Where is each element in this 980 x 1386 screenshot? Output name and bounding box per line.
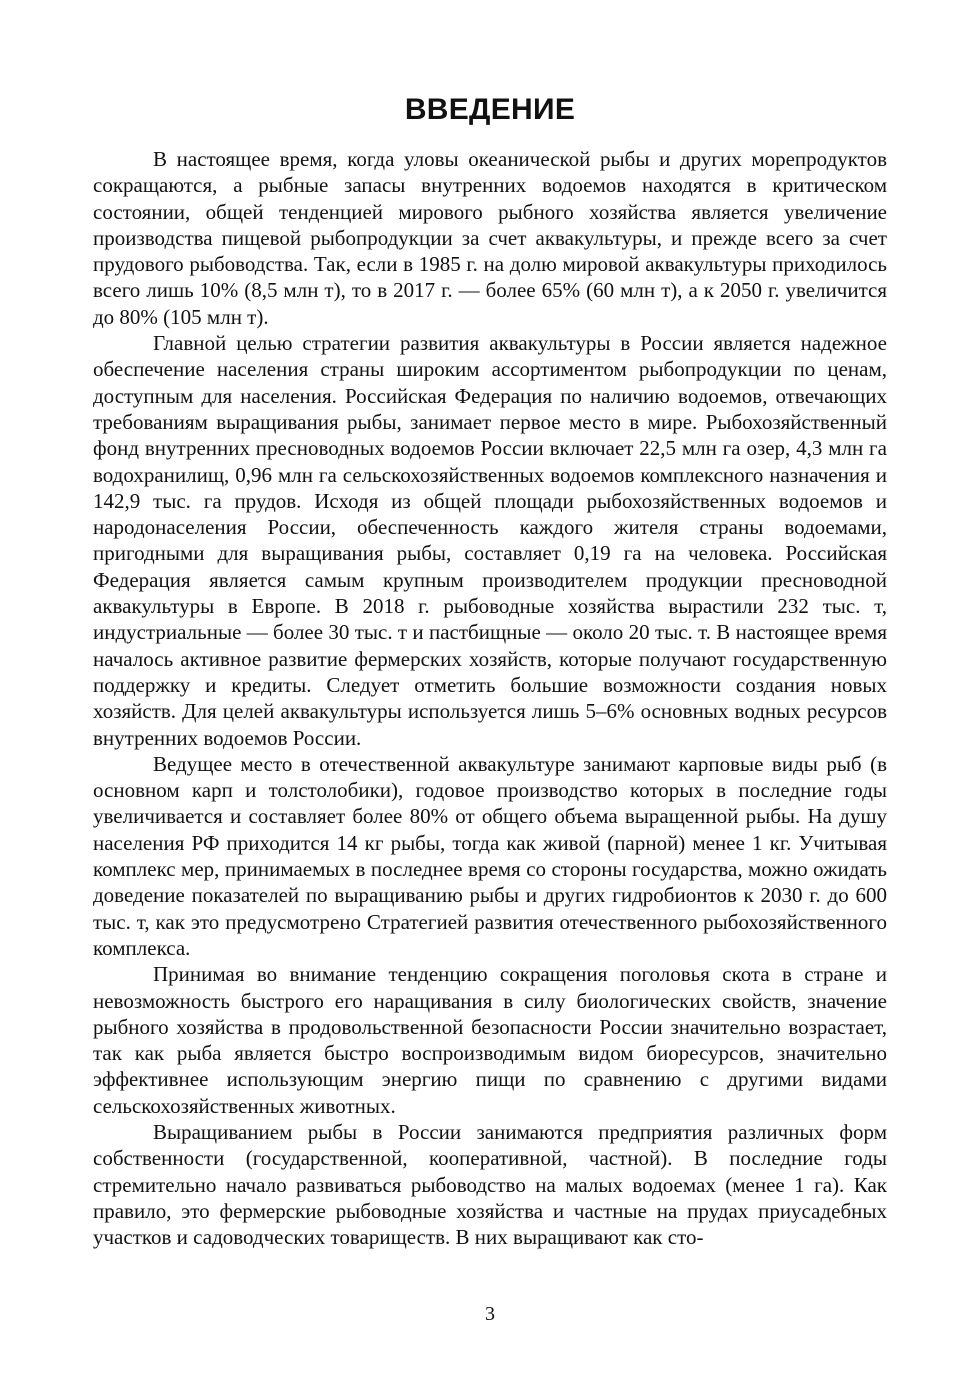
paragraph-5: Выращиванием рыбы в России занимаются предприятия различных форм собственности (государственной, кооперативной, частной). В последние годы стремительно начало развиваться рыбоводство на малых водоемах (менее 1 га). Как правило, это фермерские рыбоводные хозяйства и частные на прудах приусадебных участков и садоводческих товариществ. В них выращивают как сто- [93, 1119, 887, 1250]
paragraph-1: В настоящее время, когда уловы океанической рыбы и других морепродуктов сокращаются, а рыбные запасы внутренних водоемов находятся в критическом состоянии, общей тенденцией мирового рыбного хозяйства является увеличение производства пищевой рыбопродукции за счет аквакультуры, и прежде всего за счет прудового рыбоводства. Так, если в 1985 г. на долю мировой аквакультуры приходилось всего лишь 10% (8,5 млн т), то в 2017 г. — более 65% (60 млн т), а к 2050 г. увеличится до 80% (105 млн т). [93, 147, 887, 329]
paragraph-2: Главной целью стратегии развития аквакультуры в России является надежное обеспечение населения страны широким ассортиментом рыбопродукции по ценам, доступным для населения. Российская Федерация по наличию водоемов, отвечающих требованиям выращивания рыбы, занимает первое место в мире. Рыбохозяйственный фонд внутренних пресноводных водоемов России включает 22,5 млн га озер, 4,3 млн га водохранилищ, 0,96 млн га сельскохозяйственных водоемов комплексного назначения и 142,9 тыс. га прудов. Исходя из общей площади рыбохозяйственных водоемов и народонаселения России, обеспеченность каждого жителя страны водоемами, пригодными для выращивания рыбы, составляет 0,19 га на человека. Российская Федерация является самым крупным производителем продукции пресноводной аквакультуры в Европе. В 2018 г. рыбоводные хозяйства вырастили 232 тыс. т, индустриальные — более 30 тыс. т и пастбищные — около 20 тыс. т. В настоящее время началось активное развитие фермерских хозяйств, которые получают государственную поддержку и кредиты. Следует отметить большие возможности создания новых хозяйств. Для целей аквакультуры используется лишь 5–6% основных водных ресурсов внутренних водоемов России. [93, 331, 887, 750]
paragraph-3: Ведущее место в отечественной аквакультуре занимают карповые виды рыб (в основном карп и толстолобики), годовое производство которых в последние годы увеличивается и составляет более 80% от общего объема выращенной рыбы. На душу населения РФ приходится 14 кг рыбы, тогда как живой (парной) менее 1 кг. Учитывая комплекс мер, принимаемых в последнее время со стороны государства, можно ожидать доведение показателей по выращиванию рыбы и других гидробионтов к 2030 г. до 600 тыс. т, как это предусмотрено Стратегией развития отечественного рыбохозяйственного комплекса. [93, 751, 887, 960]
page-number: 3 [485, 1303, 495, 1325]
paragraph-4: Принимая во внимание тенденцию сокращения поголовья скота в стране и невозможность быстрого его наращивания в силу биологических свойств, значение рыбного хозяйства в продовольственной безопасности России значительно возрастает, так как рыба является быстро воспроизводимым видом биоресурсов, значительно эффективнее использующим энергию пищи по сравнению с другими видами сельскохозяйственных животных. [93, 962, 887, 1118]
body-text [93, 146, 887, 1250]
chapter-heading: ВВЕДЕНИЕ [404, 93, 576, 126]
